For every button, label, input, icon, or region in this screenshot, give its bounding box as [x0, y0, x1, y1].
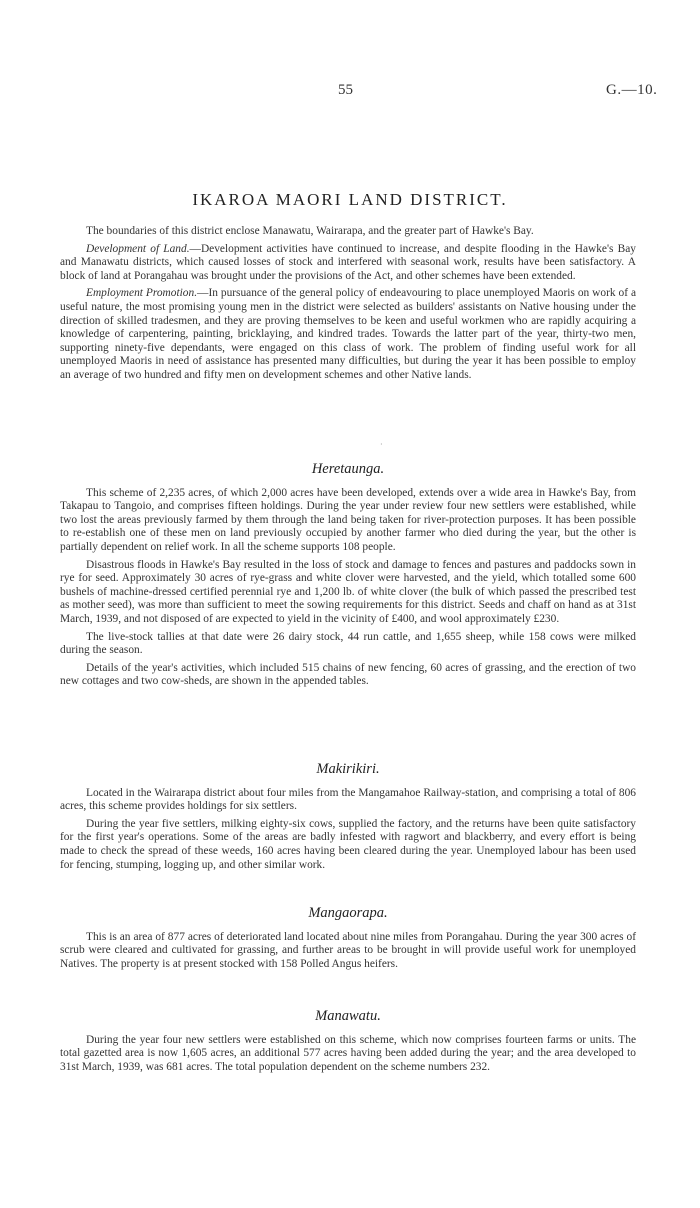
document-code: G.—10.	[606, 82, 658, 98]
manawatu-section	[60, 1010, 636, 1078]
mangaorapa-section	[60, 907, 636, 975]
employment-promotion-text: —In pursuance of the general policy of endeavouring to place unemployed Maoris on work of a useful nature, the most promising young men in the district were selected as builders' assistants on Native housing under the direction of skilled tradesmen, and they are proving themselves to be keen and useful workmen who are rapidly acquiring a knowledge of carpentering, painting, bricklaying, and kindred trades. Towards the latter part of the year, thirty-two men, supporting ninety-five dependants, were engaged on this class of work. The problem of finding useful work for all unemployed Maoris in need of assistance has presented many difficulties, but during the year it has been possible to employ an average of two hundred and fifty men on development schemes and other Native lands.	[60, 287, 637, 381]
makirikiri-paragraph-1: Located in the Wairarapa district about four miles from the Mangamahoe Railway-station, and comprising a total of 806 acres, this scheme provides holdings for six settlers.	[60, 786, 636, 813]
heretaunga-paragraph-4: Details of the year's activities, which included 515 chains of new fencing, 60 acres of grassing, and the erection of two new cottages and two cow-sheds, are shown in the appended tables.	[60, 661, 636, 688]
employment-promotion-lead: Employment Promotion.	[86, 287, 198, 300]
mangaorapa-paragraph-1: This is an area of 877 acres of deteriorated land located about nine miles from Porangahau. During the year 300 acres of scrub were cleared and cultivated for grassing, and further areas to be brought in will provide useful work for unemployed Natives. The property is at present stocked with 158 Polled Angus heifers.	[60, 930, 636, 970]
development-of-land-paragraph	[60, 243, 636, 284]
development-of-land-text: —Development activities have continued to increase, and despite flooding in the Hawke's Bay and Manawatu districts, which caused losses of stock and interfered with seasonal work, results have been satisfactory. A block of land at Porangahau was brought under the provisions of the Act, and other schemes have been extended.	[60, 242, 636, 282]
heretaunga-paragraph-1: This scheme of 2,235 acres, of which 2,000 acres have been developed, extends over a wide area in Hawke's Bay, from Takapau to Tangoio, and comprises fifteen holdings. During the year under review four new settlers were established, while two lost the areas previously farmed by them through the land being taken for river-protection purposes. It has been possible to re-establish one of these men on land previously occupied by another farmer who died during the year, but the other is partially dependent on relief work. In all the scheme supports 108 people.	[60, 486, 636, 553]
makirikiri-paragraph-2: During the year five settlers, milking eighty-six cows, supplied the factory, and the returns have been quite satisfactory for the first year's operations. Some of the areas are badly infested with ragwort and blackberry, and every effort is being made to check the spread of these weeds, 160 acres having been cleared during the year. Unemployed labour has been used for fencing, stumping, logging up, and other similar work.	[60, 817, 636, 871]
heretaunga-paragraph-2: Disastrous floods in Hawke's Bay resulted in the loss of stock and damage to fences and pastures and paddocks sown in rye for seed. Approximately 30 acres of rye-grass and white clover were harvested, and the yield, which totalled some 600 bushels of machine-dressed certified perennial rye and 1,200 lb. of white clover (the bulk of which passed the prescribed test as mother seed), was more than sufficient to meet the sowing requirements for this district. Seeds and chaff on hand as at 31st March, 1939, and not disposed of are expected to yield in the vicinity of £400, and wool approximately £230.	[60, 558, 636, 625]
heretaunga-paragraph-3: The live-stock tallies at that date were 26 dairy stock, 44 run cattle, and 1,655 sheep, while 158 cows were milked during the season.	[60, 630, 636, 657]
manawatu-paragraph-1: During the year four new settlers were established on this scheme, which now comprises fourteen farms or units. The total gazetted area is now 1,605 acres, an additional 577 acres having been added during the year; and the area developed to 31st March, 1939, was 681 acres. The total population dependent on the scheme numbers 232.	[60, 1033, 636, 1073]
page-number: 55	[338, 82, 353, 98]
makirikiri-section	[60, 763, 636, 876]
intro-boundaries-paragraph: The boundaries of this district enclose Manawatu, Wairarapa, and the greater part of Hawke's Bay.	[86, 225, 534, 237]
mangaorapa-heading: Mangaorapa.	[308, 905, 388, 921]
heretaunga-section	[60, 463, 636, 693]
intro-section	[60, 225, 636, 387]
page-title: IKAROA MAORI LAND DISTRICT.	[192, 190, 508, 209]
makirikiri-heading: Makirikiri.	[316, 761, 380, 777]
heretaunga-heading: Heretaunga.	[311, 461, 385, 477]
development-of-land-lead: Development of Land.	[86, 242, 190, 255]
employment-promotion-paragraph	[60, 287, 636, 382]
manawatu-heading: Manawatu.	[315, 1008, 381, 1024]
divider-dot: ·	[380, 440, 383, 449]
